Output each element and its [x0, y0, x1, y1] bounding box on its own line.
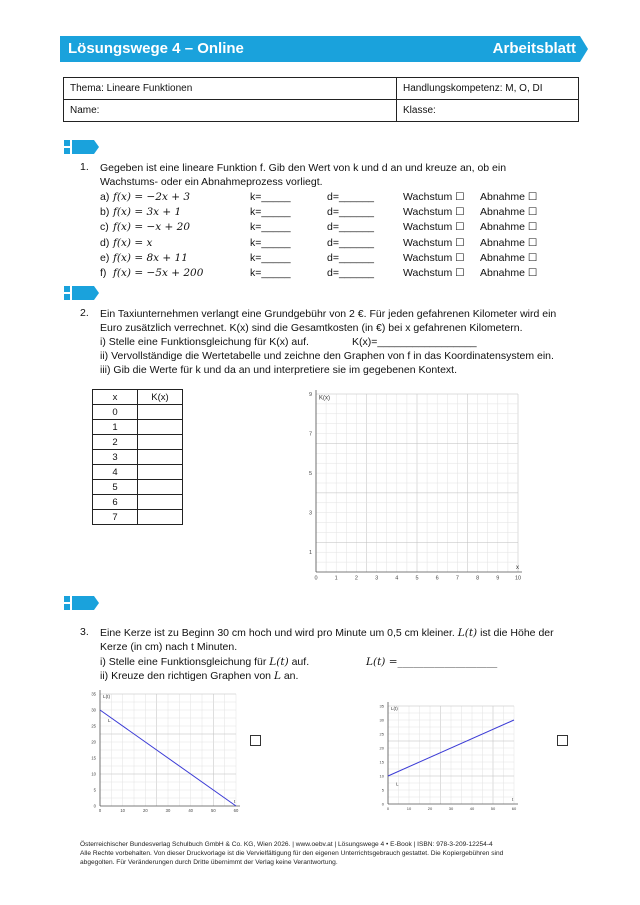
value-table-row — [93, 495, 183, 510]
x-tick-label: 0 — [314, 575, 318, 582]
task1-row-wachstum-checkbox[interactable]: Wachstum ☐ — [403, 221, 465, 234]
x-tick-label: 3 — [375, 575, 379, 582]
task2-line2: Euro zusätzlich verrechnet. K(x) sind die Gesamtkosten (in €) bei x gefahrenen Kilometern. — [100, 322, 523, 334]
y-tick-label: 15 — [379, 759, 384, 765]
value-table-x: 7 — [93, 510, 138, 525]
task1-row-k-field[interactable]: k=_____ — [250, 251, 291, 264]
task3-line1c: ist die Höhe der — [480, 627, 554, 639]
y-tick-label: 3 — [308, 510, 312, 517]
x-tick-label: 4 — [395, 575, 399, 582]
task1-row-label: d) — [100, 236, 110, 249]
task1-row-function: f(x) = −5x + 200 — [113, 267, 204, 279]
header-banner — [60, 36, 580, 62]
task1-row-label: f) — [100, 267, 107, 279]
value-table-row — [93, 435, 183, 450]
value-table-k-cell[interactable] — [138, 450, 183, 465]
y-tick-label: 1 — [308, 550, 312, 557]
x-axis-label: t — [234, 799, 236, 804]
task3-line4-text: ii) Kreuze den richtigen Graphen von — [100, 670, 272, 682]
x-tick-label: 50 — [210, 808, 216, 814]
task1-row-function: f(x) = −2x + 3 — [113, 191, 191, 203]
banner-arrow — [580, 36, 588, 62]
task3-line3-end: auf. — [291, 656, 310, 668]
value-table-row — [93, 420, 183, 435]
x-tick-label: 40 — [188, 808, 194, 814]
graph-option-2-checkbox[interactable] — [557, 735, 568, 746]
name-field[interactable]: Name: — [64, 100, 397, 122]
task3-line3-text: i) Stelle eine Funktionsgleichung für — [100, 656, 267, 668]
task3-line3 — [100, 655, 309, 669]
x-tick-label: 10 — [514, 575, 522, 582]
task1-line1: Gegeben ist eine lineare Funktion f. Gib den Wert von k und d an und kreuze an, ob ein — [100, 162, 507, 174]
y-axis-label: L(t) — [103, 694, 111, 700]
task1-row-d-field[interactable]: d=______ — [327, 221, 375, 234]
info-table — [63, 77, 579, 122]
task1-row-k-field[interactable]: k=_____ — [250, 221, 291, 234]
value-table-row — [93, 450, 183, 465]
task1-row-label: c) — [100, 221, 109, 234]
task1-row-k-field[interactable]: k=_____ — [250, 206, 291, 219]
footer-line1: Österreichischer Bundesverlag Schulbuch GmbH & Co. KG, Wien 2026. | www.oebv.at | Lösungswege 4 • E-Book | ISBN: 978-3-209-12254-4 — [80, 841, 493, 848]
y-tick-label: 9 — [308, 391, 312, 398]
x-tick-label: 1 — [334, 575, 338, 582]
task3-line1-math: L(t) — [457, 627, 478, 639]
header-type: Arbeitsblatt — [492, 40, 576, 57]
task1-row-abnahme-checkbox[interactable]: Abnahme ☐ — [480, 191, 538, 203]
task1-row-label: e) — [100, 251, 110, 264]
task1-row-function: f(x) = x — [113, 236, 153, 249]
task-marker-2 — [64, 286, 98, 300]
y-tick-label: 20 — [379, 745, 384, 751]
task1-row-abnahme-checkbox[interactable]: Abnahme ☐ — [480, 206, 538, 219]
value-table-x: 0 — [93, 405, 138, 420]
x-tick-label: 40 — [469, 806, 475, 811]
task2-line1: Ein Taxiunternehmen verlangt eine Grundgebühr von 2 €. Für jeden gefahrenen Kilometer wird ein — [100, 308, 557, 320]
x-tick-label: 7 — [455, 575, 459, 582]
task3-line1 — [100, 626, 554, 640]
y-tick-label: 35 — [91, 691, 96, 697]
task1-row-d-field[interactable]: d=______ — [327, 206, 375, 219]
klasse-field[interactable]: Klasse: — [397, 100, 579, 122]
task1-row-wachstum-checkbox[interactable]: Wachstum ☐ — [403, 251, 465, 264]
x-tick-label: 60 — [511, 806, 517, 811]
value-table-x: 2 — [93, 435, 138, 450]
task2-number: 2. — [80, 307, 89, 319]
task1-row-k-field[interactable]: k=_____ — [250, 236, 291, 249]
y-tick-label: 5 — [93, 787, 96, 793]
task2-answer-k[interactable]: K(x)=_________________ — [352, 336, 477, 348]
y-tick-label: 0 — [381, 801, 384, 807]
x-tick-label: 0 — [98, 808, 102, 814]
task1-row-function: f(x) = 3x + 1 — [113, 206, 182, 219]
task1-row-label: b) — [100, 206, 110, 219]
x-tick-label: 6 — [435, 575, 439, 582]
x-axis-label: t — [512, 797, 514, 802]
task3-answer-field[interactable]: L(t) =___________________ — [366, 656, 498, 668]
task1-row-wachstum-checkbox[interactable]: Wachstum ☐ — [403, 267, 465, 279]
task1-row-function: f(x) = −x + 20 — [113, 221, 191, 234]
value-table — [92, 389, 183, 525]
task1-row-function: f(x) = 8x + 11 — [113, 251, 188, 264]
task1-row-wachstum-checkbox[interactable]: Wachstum ☐ — [403, 206, 465, 219]
x-tick-label: 30 — [448, 806, 454, 811]
kompetenz-cell: Handlungskompetenz: M, O, DI — [397, 78, 579, 100]
footer — [80, 840, 560, 867]
y-tick-label: 0 — [93, 803, 96, 809]
x-tick-label: 20 — [427, 806, 433, 811]
task1-row-k-field[interactable]: k=_____ — [250, 191, 291, 203]
y-tick-label: 25 — [91, 723, 96, 729]
task3-line4-end: an. — [283, 670, 299, 682]
x-tick-label: 8 — [476, 575, 480, 582]
x-tick-label: 10 — [406, 806, 412, 811]
task1-row-d-field[interactable]: d=______ — [327, 251, 375, 264]
x-tick-label: 20 — [142, 808, 148, 814]
value-table-k-cell[interactable] — [138, 465, 183, 480]
task3-line4 — [100, 669, 298, 683]
value-table-row — [93, 480, 183, 495]
graph-option-1-checkbox[interactable] — [250, 735, 261, 746]
footer-line2: Alle Rechte vorbehalten. Von dieser Druckvorlage ist die Vervielfältigung für den eigenen Unterrichtsgebrauch gestattet. Die Kopiergebühren sind — [80, 850, 504, 857]
y-tick-label: 5 — [381, 787, 384, 793]
graph-option-1 — [84, 688, 244, 823]
x-tick-label: 5 — [415, 575, 419, 582]
y-tick-label: 10 — [379, 773, 384, 779]
value-table-x: 5 — [93, 480, 138, 495]
task3-line3-math: L(t) — [269, 656, 289, 668]
y-axis-label: K(x) — [319, 395, 330, 402]
y-tick-label: 30 — [379, 717, 384, 723]
task1-line2: Wachstums- oder ein Abnahmeprozess vorliegt. — [100, 176, 323, 188]
x-tick-label: 9 — [496, 575, 500, 582]
task2-line4: ii) Vervollständige die Wertetabelle und zeichne den Graphen von f in das Koordinatensystem ein. — [100, 350, 554, 362]
series-label: L — [108, 718, 111, 723]
coordinate-system-taxi[interactable] — [300, 382, 536, 582]
task1-row-k-field[interactable]: k=_____ — [250, 267, 291, 279]
x-tick-label: 60 — [233, 808, 239, 814]
task2-line3: i) Stelle eine Funktionsgleichung für K(x) auf. — [100, 336, 309, 348]
y-tick-label: 30 — [91, 707, 96, 713]
thema-cell: Thema: Lineare Funktionen — [64, 78, 397, 100]
value-table-header-x: x — [93, 390, 138, 405]
value-table-x: 3 — [93, 450, 138, 465]
task-marker-1 — [64, 140, 98, 154]
header-title: Lösungswege 4 – Online — [68, 40, 244, 57]
x-axis-label: x — [516, 565, 519, 571]
value-table-row — [93, 465, 183, 480]
task1-row-abnahme-checkbox[interactable]: Abnahme ☐ — [480, 251, 538, 264]
value-table-k-cell[interactable] — [138, 495, 183, 510]
task3-line1a: Eine Kerze ist zu Beginn 30 cm hoch und wird pro Minute um 0,5 cm kleiner. — [100, 627, 455, 639]
task3-line2: Kerze (in cm) nach t Minuten. — [100, 641, 238, 653]
y-tick-label: 7 — [308, 431, 312, 438]
y-tick-label: 35 — [379, 703, 384, 709]
task1-row-d-field[interactable]: d=______ — [327, 191, 375, 203]
x-tick-label: 0 — [386, 806, 390, 811]
graph-option-2 — [372, 700, 522, 820]
x-tick-label: 2 — [354, 575, 358, 582]
task3-number: 3. — [80, 626, 89, 638]
series-label: L — [396, 781, 399, 787]
y-tick-label: 15 — [91, 755, 96, 761]
task2-line5: iii) Gib die Werte für k und da an und interpretiere sie im gegebenen Kontext. — [100, 364, 458, 376]
value-table-k-cell[interactable] — [138, 435, 183, 450]
x-tick-label: 30 — [165, 808, 171, 814]
y-tick-label: 20 — [91, 739, 96, 745]
task1-number: 1. — [80, 161, 89, 173]
value-table-header-k: K(x) — [138, 390, 183, 405]
value-table-k-cell[interactable] — [138, 420, 183, 435]
x-tick-label: 10 — [120, 808, 126, 814]
y-tick-label: 25 — [379, 731, 384, 737]
task1-row-abnahme-checkbox[interactable]: Abnahme ☐ — [480, 267, 538, 279]
x-tick-label: 50 — [490, 806, 496, 811]
task1-row-label: a) — [100, 191, 110, 203]
task1-row-d-field[interactable]: d=______ — [327, 236, 375, 249]
value-table-row — [93, 510, 183, 525]
task1-row-wachstum-checkbox[interactable]: Wachstum ☐ — [403, 236, 465, 249]
task3-line4-math: L — [273, 670, 281, 682]
task1-row-d-field[interactable]: d=______ — [327, 267, 375, 279]
y-axis-label: L(t) — [391, 706, 398, 711]
task1-row-abnahme-checkbox[interactable]: Abnahme ☐ — [480, 221, 538, 234]
task-marker-3 — [64, 596, 98, 610]
value-table-x: 1 — [93, 420, 138, 435]
value-table-x: 6 — [93, 495, 138, 510]
value-table-k-cell[interactable] — [138, 510, 183, 525]
value-table-k-cell[interactable] — [138, 405, 183, 420]
task1-row-abnahme-checkbox[interactable]: Abnahme ☐ — [480, 236, 538, 249]
y-tick-label: 5 — [308, 470, 312, 477]
value-table-x: 4 — [93, 465, 138, 480]
task1-row-wachstum-checkbox[interactable]: Wachstum ☐ — [403, 191, 465, 203]
value-table-k-cell[interactable] — [138, 480, 183, 495]
y-tick-label: 10 — [91, 771, 96, 777]
value-table-row — [93, 405, 183, 420]
footer-line3: abgegolten. Für Veränderungen durch Dritte übernimmt der Verlag keine Verantwortung. — [80, 859, 338, 866]
